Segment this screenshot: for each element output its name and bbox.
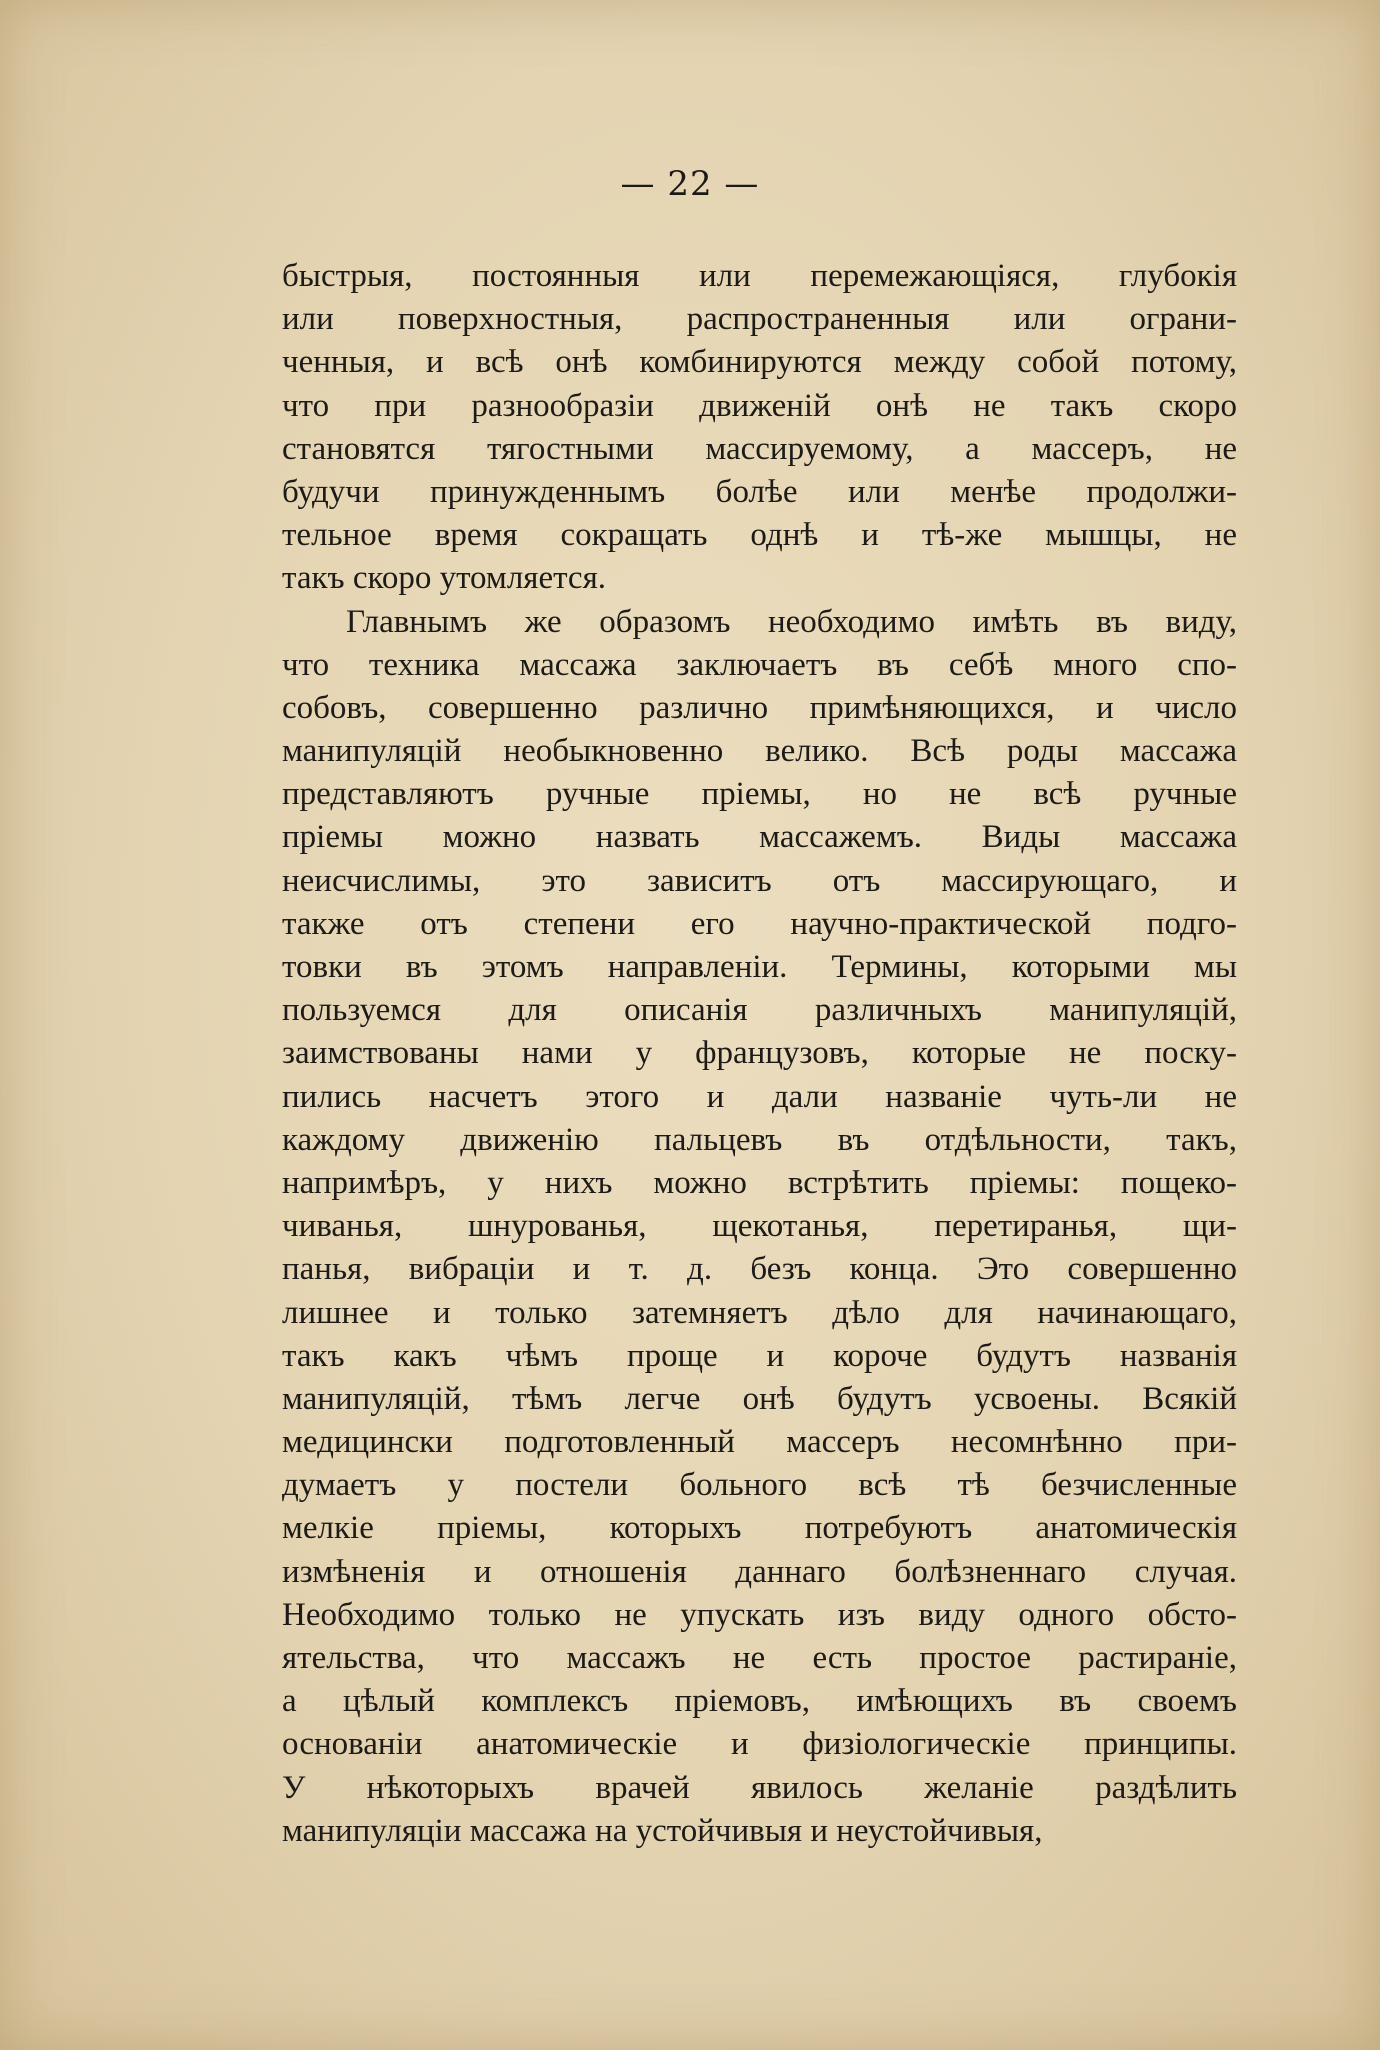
paragraph [282,255,1237,601]
text-line: манипуляцій, тѣмъ легче онѣ будутъ усвоены. Всякій [282,1380,1237,1417]
text-line: что техника массажа заключаетъ въ себѣ много спо- [282,646,1237,683]
text-line: а цѣлый комплексъ пріемовъ, имѣющихъ въ своемъ [282,1683,1237,1720]
text-line: что при разнообразіи движеній онѣ не такъ скоро [282,387,1237,424]
text-line: лишнее и только затемняетъ дѣло для начинающаго, [282,1294,1237,1331]
text-line: пились насчетъ этого и дали названіе чуть-ли не [282,1078,1237,1115]
text-line: напримѣръ, у нихъ можно встрѣтить пріемы: пощеко- [282,1164,1237,1201]
text-line: чиванья, шнурованья, щекотанья, перетиранья, щи- [282,1208,1237,1245]
text-line: панья, вибраціи и т. д. безъ конца. Это совершенно [282,1251,1237,1288]
text-line: думаетъ у постели больного всѣ тѣ безчисленные [282,1467,1237,1504]
text-line: будучи принужденнымъ болѣе или менѣе продолжи- [282,473,1237,510]
text-line: пользуемся для описанія различныхъ манипуляцій, [282,992,1237,1029]
text-line: мелкіе пріемы, которыхъ потребуютъ анатомическія [282,1510,1237,1547]
text-line: Необходимо только не упускать изъ виду одного обсто- [282,1596,1237,1633]
text-line: пріемы можно назвать массажемъ. Виды массажа [282,819,1237,856]
text-line: такъ скоро утомляется. [282,560,607,597]
text-line: ченныя, и всѣ онѣ комбинируются между собой потому, [282,344,1237,381]
text-line: тельное время сокращать однѣ и тѣ-же мышцы, не [282,517,1237,554]
text-line: неисчислимы, это зависитъ отъ массирующаго, и [282,862,1237,899]
text-line: манипуляцій необыкновенно велико. Всѣ роды массажа [282,733,1237,770]
text-line: измѣненія и отношенія даннаго болѣзненнаго случая. [282,1553,1237,1590]
text-line: основаніи анатомическіе и физіологическіе принципы. [282,1726,1237,1763]
text-line: становятся тягостными массируемому, а массеръ, не [282,430,1237,467]
text-line: каждому движенію пальцевъ въ отдѣльности, такъ, [282,1121,1237,1158]
text-line: ятельства, что массажъ не есть простое растираніе, [282,1640,1237,1676]
body-text [282,255,1237,1853]
text-line: заимствованы нами у французовъ, которые не поску- [282,1035,1237,1072]
text-line: собовъ, совершенно различно примѣняющихся, и число [282,689,1237,726]
text-line: такъ какъ чѣмъ проще и короче будутъ названія [282,1337,1237,1374]
page-number: — 22 — [620,164,760,204]
text-line: Главнымъ же образомъ необходимо имѣть въ виду, [346,603,1237,640]
text-line: также отъ степени его научно-практической подго- [282,905,1237,942]
text-line: или поверхностныя, распространенныя или ограни- [282,301,1237,338]
text-line: товки въ этомъ направленіи. Термины, которыми мы [282,949,1237,985]
text-line: манипуляціи массажа на устойчивыя и неустойчивыя, [282,1812,1043,1849]
paragraph [282,601,1237,1853]
text-line: медицински подготовленный массеръ несомнѣнно при- [282,1424,1237,1461]
text-line: быстрыя, постоянныя или перемежающіяся, глубокія [282,258,1237,294]
text-line: представляютъ ручные пріемы, но не всѣ ручные [282,776,1237,813]
text-line: У нѣкоторыхъ врачей явилось желаніе раздѣлить [282,1769,1237,1806]
